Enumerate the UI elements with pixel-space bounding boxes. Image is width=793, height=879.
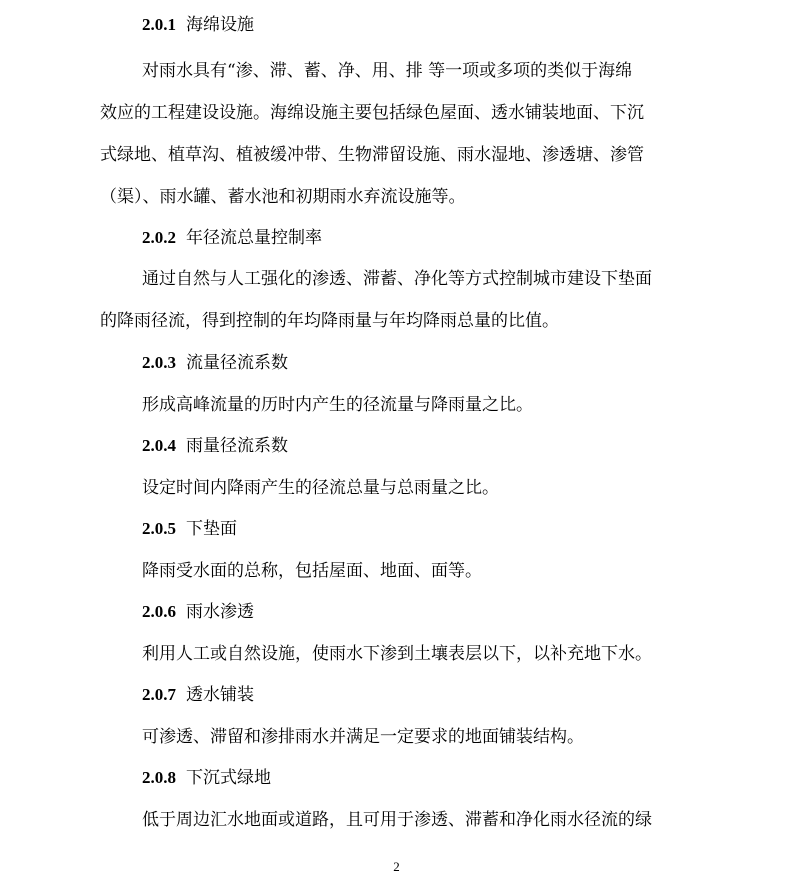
- term-definition-line: 低于周边汇水地面或道路，且可用于渗透、滞蓄和净化雨水径流的绿: [142, 810, 652, 830]
- term-title: 雨水渗透: [186, 602, 254, 622]
- term-number: 2.0.6: [142, 602, 176, 621]
- term-number: 2.0.1: [142, 15, 176, 34]
- term-heading-2-0-1: [142, 14, 254, 36]
- term-heading-2-0-2: [142, 227, 322, 249]
- term-definition-line: 通过自然与人工强化的渗透、滞蓄、净化等方式控制城市建设下垫面: [142, 269, 652, 289]
- term-definition-line: 式绿地、植草沟、植被缓冲带、生物滞留设施、雨水湿地、渗透塘、渗管: [100, 145, 644, 165]
- term-definition-line: 形成高峰流量的历时内产生的径流量与降雨量之比。: [142, 395, 533, 415]
- term-number: 2.0.5: [142, 519, 176, 538]
- term-title: 流量径流系数: [186, 353, 288, 373]
- term-number: 2.0.8: [142, 768, 176, 787]
- term-number: 2.0.3: [142, 353, 176, 372]
- term-heading-2-0-8: [142, 767, 271, 789]
- term-heading-2-0-3: [142, 352, 288, 374]
- term-number: 2.0.4: [142, 436, 176, 455]
- term-title: 下垫面: [186, 519, 237, 539]
- term-definition-line: 设定时间内降雨产生的径流总量与总雨量之比。: [142, 478, 499, 498]
- term-title: 海绵设施: [186, 15, 254, 35]
- term-title: 下沉式绿地: [186, 768, 271, 788]
- term-title: 雨量径流系数: [186, 436, 288, 456]
- term-heading-2-0-7: [142, 684, 254, 706]
- term-heading-2-0-5: [142, 518, 237, 540]
- term-title: 透水铺装: [186, 685, 254, 705]
- term-number: 2.0.2: [142, 228, 176, 247]
- term-heading-2-0-6: [142, 601, 254, 623]
- term-heading-2-0-4: [142, 435, 288, 457]
- page-number: 2: [393, 859, 400, 874]
- term-number: 2.0.7: [142, 685, 176, 704]
- term-definition-line: 降雨受水面的总称，包括屋面、地面、面等。: [142, 561, 482, 581]
- term-definition-line: 利用人工或自然设施，使雨水下渗到土壤表层以下，以补充地下水。: [142, 644, 652, 664]
- term-title: 年径流总量控制率: [186, 228, 322, 248]
- term-definition-line: 效应的工程建设设施。海绵设施主要包括绿色屋面、透水铺装地面、下沉: [100, 103, 644, 123]
- term-definition-line: 的降雨径流，得到控制的年均降雨量与年均降雨总量的比值。: [100, 311, 559, 331]
- term-definition-line: 对雨水具有“渗、滞、蓄、净、用、排 等一项或多项的类似于海绵: [142, 61, 633, 81]
- term-definition-line: 可渗透、滞留和渗排雨水并满足一定要求的地面铺装结构。: [142, 727, 584, 747]
- term-definition-line: （渠）、雨水罐、蓄水池和初期雨水弃流设施等。: [100, 187, 466, 207]
